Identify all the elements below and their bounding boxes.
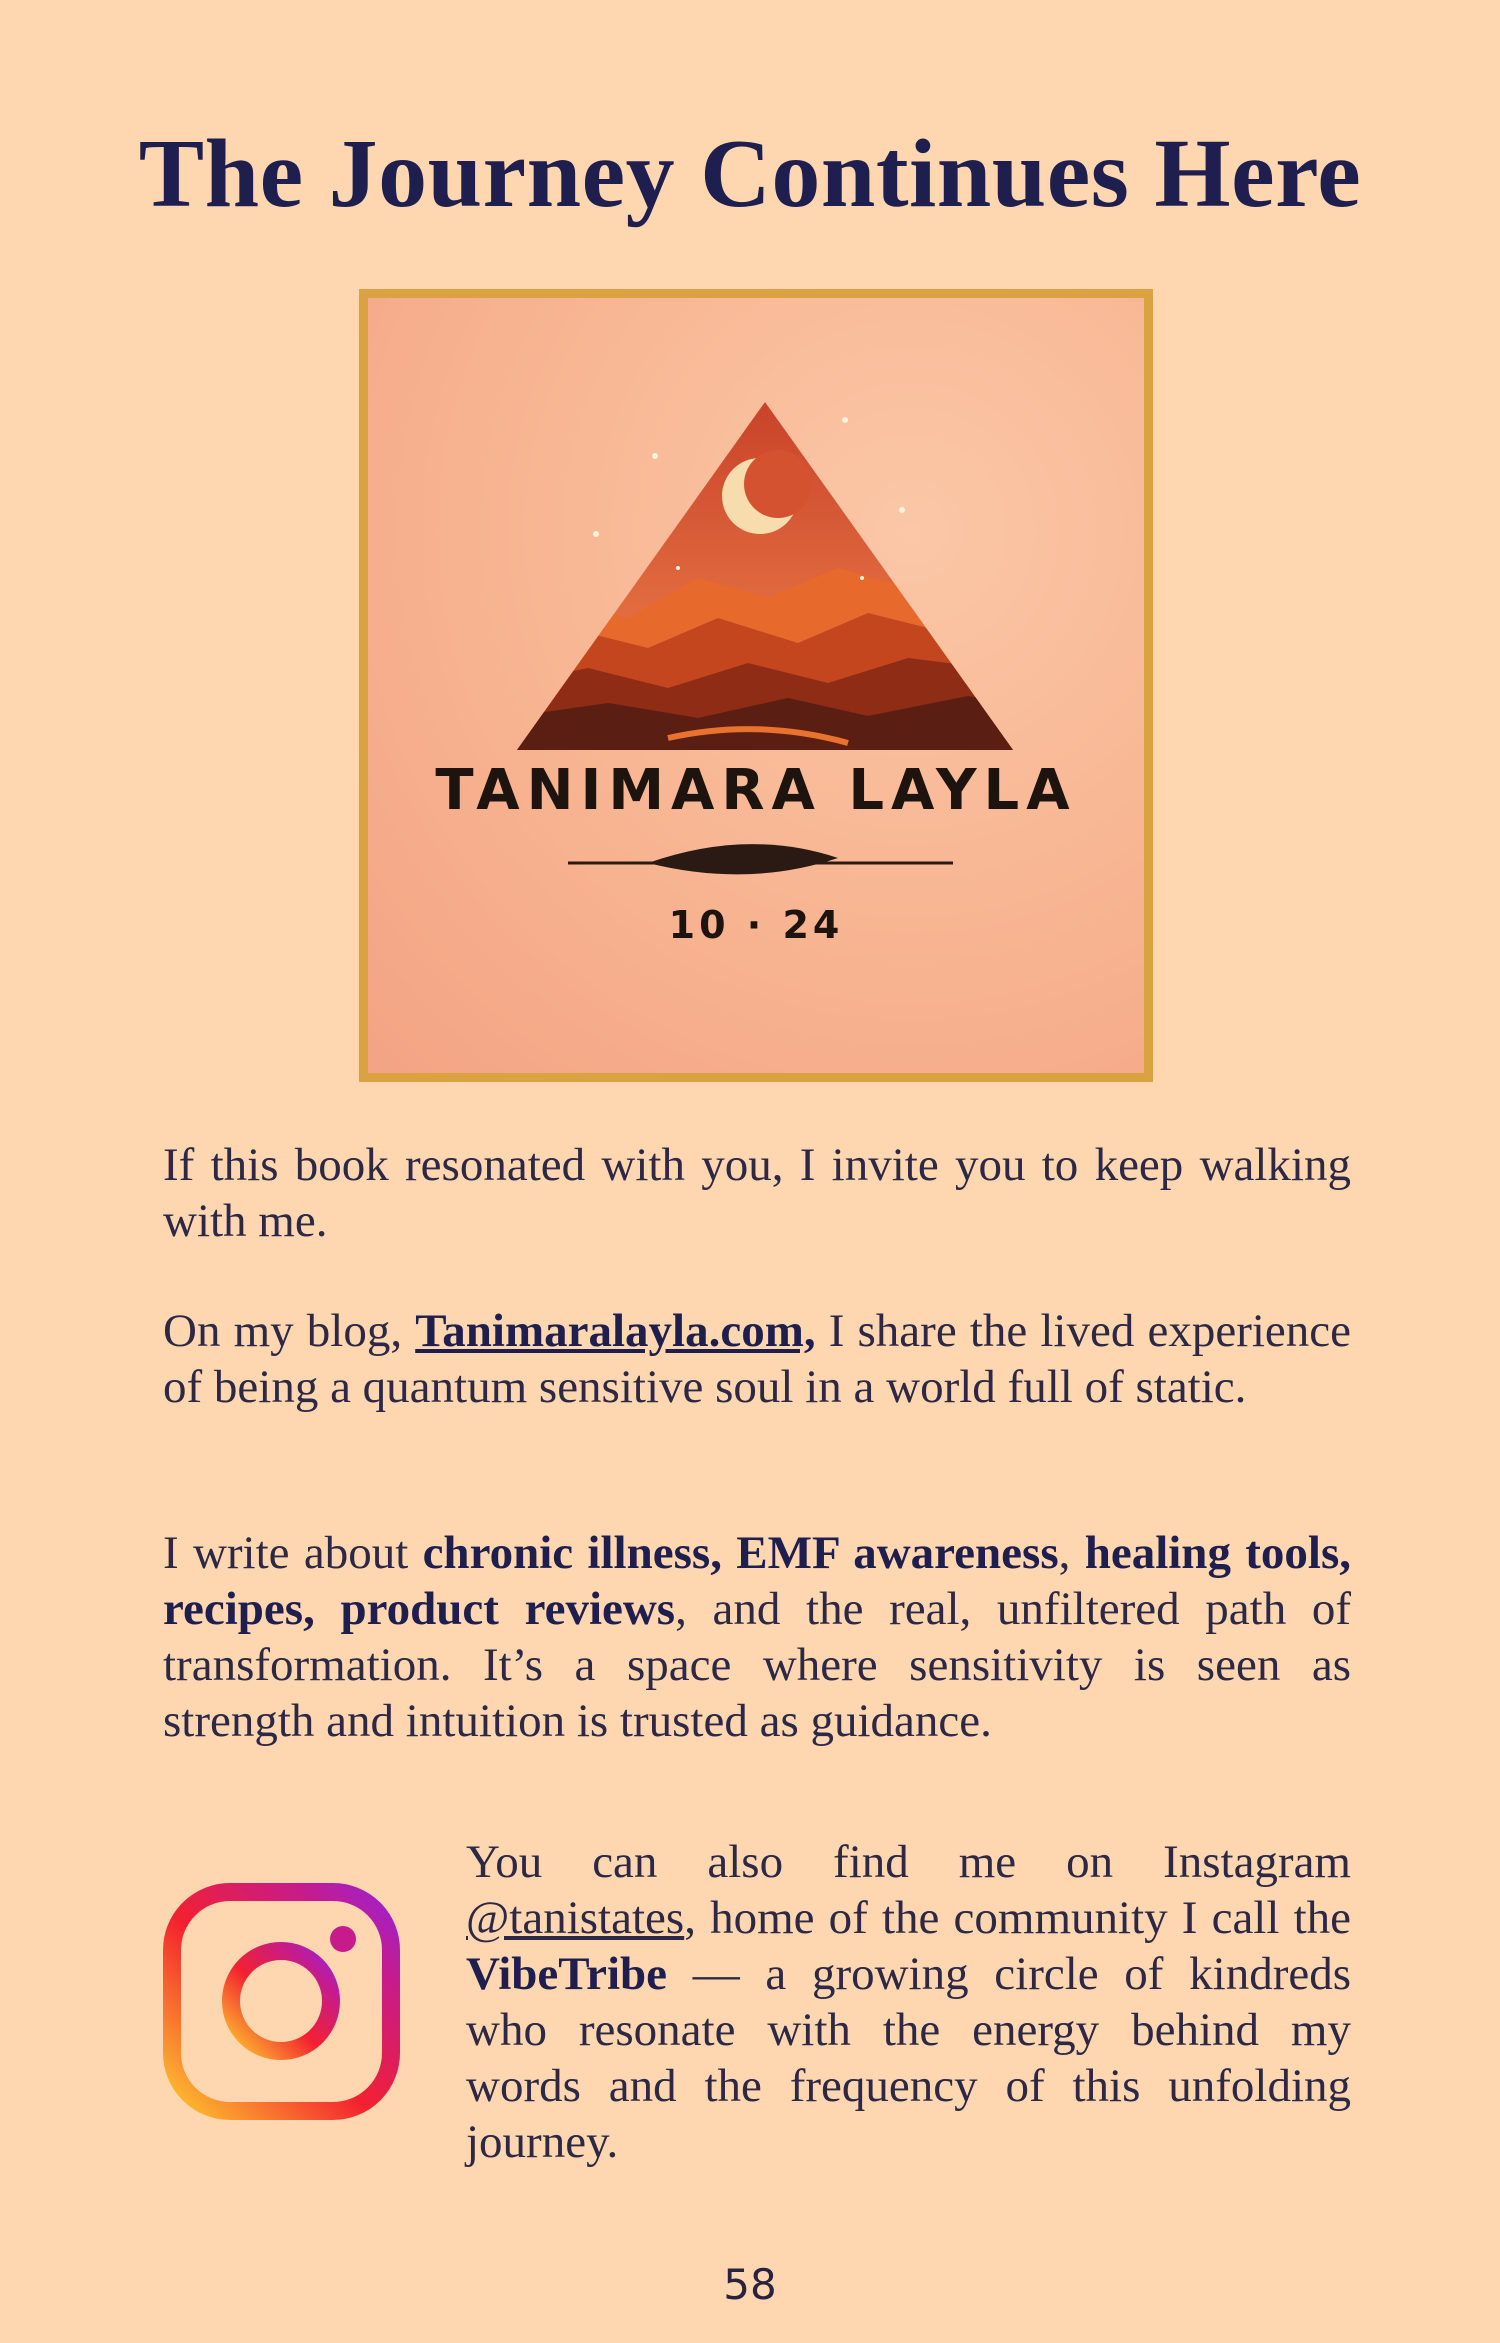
feather-icon [568, 844, 953, 874]
logo-artwork [368, 298, 1144, 1073]
blog-paragraph [163, 1303, 1351, 1415]
page-number: 58 [723, 2260, 777, 2309]
brand-logo [359, 289, 1153, 1082]
topics-text-before: I write about [163, 1527, 423, 1579]
topics-bold-1: chronic illness, EMF awareness [422, 1527, 1059, 1579]
logo-date: 10 · 24 [668, 903, 844, 947]
topics-bold-2: healing tools, recipes, product reviews [163, 1527, 1351, 1635]
blog-text-before: On my blog, [163, 1305, 416, 1357]
topics-text-after: , and the real, unfiltered path of transformation. It’s a space where sensitivity is seen as strength and intuition is trusted as guidance. [163, 1583, 1351, 1747]
logo-name: TANIMARA LAYLA [435, 758, 1077, 823]
blog-text-after: I share the lived experience of being a quantum sensitive soul in a world full of static. [163, 1305, 1351, 1413]
instagram-paragraph [466, 1834, 1351, 2170]
vibetribe-label: VibeTribe [466, 1948, 668, 2000]
intro-paragraph: If this book resonated with you, I invite you to keep walking with me. [163, 1139, 1351, 1247]
topics-paragraph [163, 1525, 1351, 1749]
instagram-text-mid: , home of the community I call the [684, 1892, 1351, 1944]
instagram-handle-link[interactable]: @tanistates [466, 1892, 685, 1944]
blog-link[interactable]: Tanimaralayla.com, [415, 1305, 816, 1357]
instagram-text-before: You can also find me on Instagram [466, 1836, 1351, 1888]
instagram-icon[interactable] [163, 1883, 400, 2120]
page-title: The Journey Continues Here [138, 120, 1362, 228]
instagram-text-after: — a growing circle of kindreds who resonate with the energy behind my words and the frequency of this unfolding journey. [466, 1948, 1351, 2168]
topics-text-mid: , [1058, 1527, 1085, 1579]
